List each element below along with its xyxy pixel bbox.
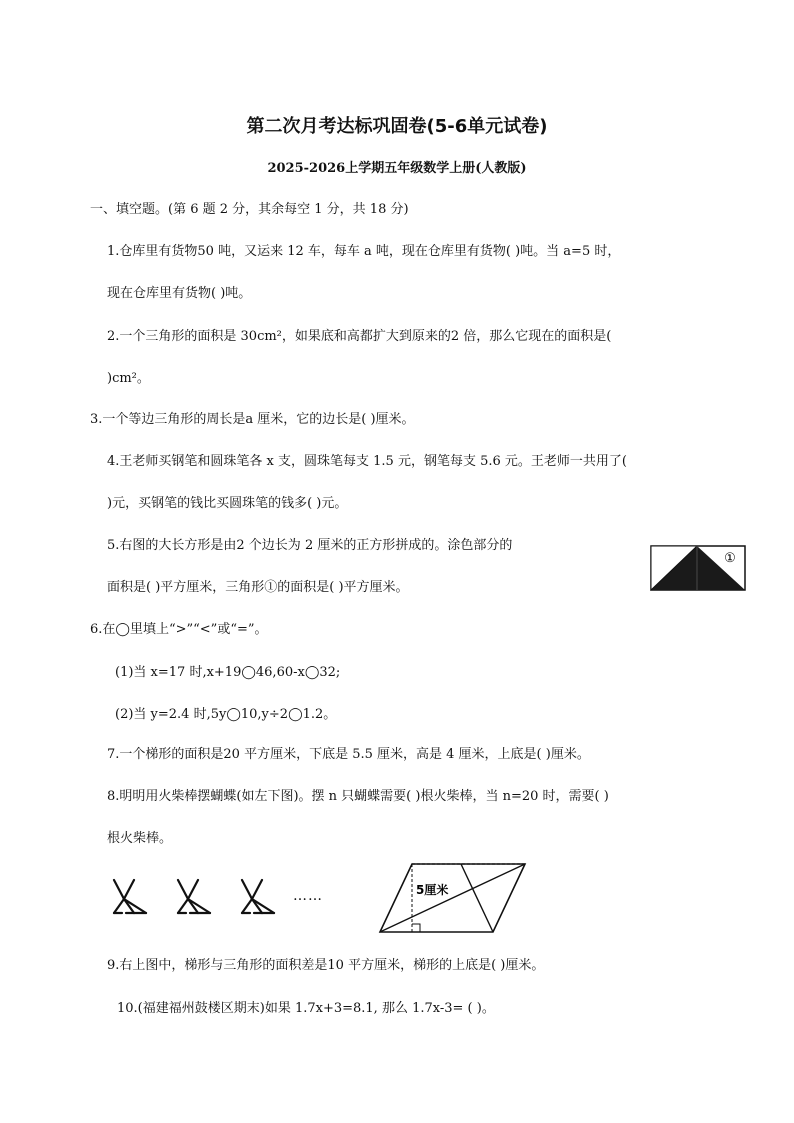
rectangle-figure	[650, 545, 746, 591]
question-4-line-2: )元，买钢笔的钱比买圆珠笔的钱多( )元。	[107, 496, 348, 511]
question-1-line-1: 1.仓库里有货物50 吨，又运来 12 车，每车 a 吨，现在仓库里有货物( )吨。当 a=5 时，	[107, 244, 621, 259]
question-8-line-2: 根火柴棒。	[107, 831, 173, 846]
butterfly-1	[114, 880, 146, 913]
question-6-part-1: (1)当 x=17 时,x+19◯46,60-x◯32;	[115, 665, 341, 680]
question-5-line-2: 面积是( )平方厘米，三角形①的面积是( )平方厘米。	[107, 580, 409, 595]
butterfly-2	[178, 880, 210, 913]
diagonal-line	[380, 864, 525, 932]
question-9: 9.右上图中，梯形与三角形的面积差是10 平方厘米，梯形的上底是( )厘米。	[107, 958, 545, 973]
height-label: 5厘米	[416, 883, 449, 897]
question-10: 10.(福建福州鼓楼区期末)如果 1.7x+3=8.1, 那么 1.7x-3= ( )。	[117, 1001, 495, 1016]
question-2-line-2: )cm²。	[107, 371, 150, 386]
page-subtitle: 2025-2026上学期五年级数学上册(人教版)	[267, 161, 527, 176]
question-2-line-1: 2.一个三角形的面积是 30cm²，如果底和高都扩大到原来的2 倍，那么它现在的面积是(	[107, 329, 612, 344]
inner-line	[461, 864, 493, 932]
question-5-line-1: 5.右图的大长方形是由2 个边长为 2 厘米的正方形拼成的。涂色部分的	[107, 538, 513, 553]
question-3: 3.一个等边三角形的周长是a 厘米，它的边长是( )厘米。	[90, 412, 415, 427]
question-7: 7.一个梯形的面积是20 平方厘米，下底是 5.5 厘米，高是 4 厘米，上底是( )厘米。	[107, 747, 590, 762]
page-title: 第二次月考达标巩固卷(5-6单元试卷)	[246, 116, 548, 137]
triangle-1-label: ①	[724, 551, 736, 566]
butterfly-figure	[110, 875, 300, 920]
butterfly-3	[242, 880, 274, 913]
butterfly-ellipsis: ……	[293, 888, 323, 904]
section-heading: 一、填空题。(第 6 题 2 分，其余每空 1 分，共 18 分)	[90, 202, 409, 217]
question-8-line-1: 8.明明用火柴棒摆蝴蝶(如左下图)。摆 n 只蝴蝶需要( )根火柴棒，当 n=20 时，需要( )	[107, 789, 609, 804]
question-6-part-2: (2)当 y=2.4 时,5y◯10,y÷2◯1.2。	[115, 707, 337, 722]
question-1-line-2: 现在仓库里有货物( )吨。	[107, 286, 252, 301]
right-angle-mark	[412, 924, 420, 932]
question-6: 6.在◯里填上“>”“<”或“=”。	[90, 622, 268, 637]
parallelogram-figure	[378, 862, 528, 934]
question-4-line-1: 4.王老师买钢笔和圆珠笔各 x 支，圆珠笔每支 1.5 元，钢笔每支 5.6 元。王老师一共用了(	[107, 454, 627, 469]
